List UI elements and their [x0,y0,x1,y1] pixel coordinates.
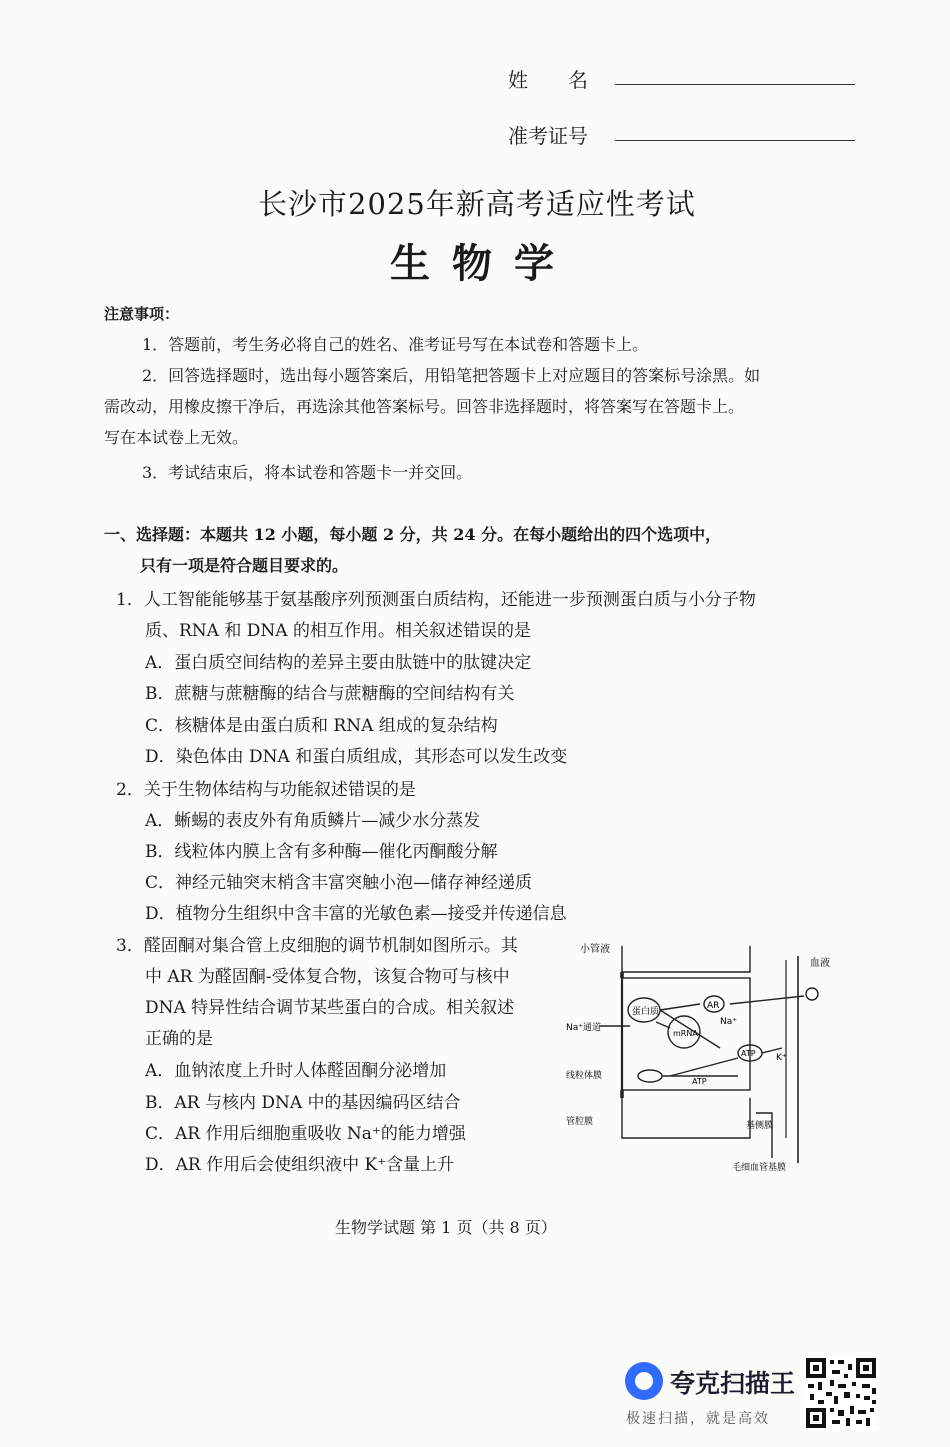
q3-stem-line2: 中 AR 为醛固酮-受体复合物，该复合物可与核中 [145,967,510,987]
q2-option-d: D．植物分生组织中含丰富的光敏色素—接受并传递信息 [145,904,567,924]
q2-option-a: A．蜥蜴的表皮外有角质鳞片—减少水分蒸发 [145,811,481,831]
watermark-brand: 夸克扫描王 [670,1369,796,1398]
q1-option-d: D．染色体由 DNA 和蛋白质组成，其形态可以发生改变 [145,747,568,767]
q2-option-b: B．线粒体内膜上含有多种酶—催化丙酮酸分解 [145,842,498,862]
diagram-label-atp-pump: ATP [741,1049,756,1058]
name-label: 姓 名 [508,68,588,92]
q1-stem-line1: 1．人工智能能够基于氨基酸序列预测蛋白质结构，还能进一步预测蛋白质与小分子物 [116,590,756,610]
id-label: 准考证号 [508,124,588,148]
diagram-label-mrna: mRNA [673,1029,698,1038]
watermark-slogan: 极速扫描，就是高效 [626,1411,770,1427]
notice-item-2-line2: 需改动，用橡皮擦干净后，再选涂其他答案标号。回答非选择题时，将答案写在答题卡上。 [104,397,745,416]
q3-option-c: C．AR 作用后细胞重吸收 Na⁺的能力增强 [145,1124,466,1144]
q3-stem-line1: 3．醛固酮对集合管上皮细胞的调节机制如图所示。其 [116,936,518,956]
diagram-label-tube-membrane: 管腔膜 [566,1117,594,1127]
subject-title: 生物学 [390,240,576,287]
exam-title: 长沙市2025年新高考适应性考试 [258,187,696,221]
notice-item-2-line1: 2．回答选择题时，选出每小题答案后，用铅笔把答题卡上对应题目的答案标号涂黑。如 [142,366,761,385]
diagram-label-na: Na⁺ [720,1017,737,1027]
id-field-line [615,140,855,141]
q3-option-a: A．血钠浓度上升时人体醛固酮分泌增加 [145,1061,447,1081]
section-heading-line2: 只有一项是符合题目要求的。 [140,556,349,575]
diagram-label-ar: AR [707,1001,720,1011]
q3-stem-line4: 正确的是 [145,1029,213,1049]
q1-stem-line2: 质、RNA 和 DNA 的相互作用。相关叙述错误的是 [145,621,531,641]
diagram-label-atp: ATP [692,1077,707,1086]
app-logo-icon [625,1362,663,1400]
q1-option-b: B．蔗糖与蔗糖酶的结合与蔗糖酶的空间结构有关 [145,684,515,704]
q2-option-c: C．神经元轴突末梢含丰富突触小泡—储存神经递质 [145,873,533,893]
section-heading-line1: 一、选择题：本题共 12 小题，每小题 2 分，共 24 分。在每小题给出的四个选项中， [104,525,722,544]
name-field-line [615,84,855,85]
diagram-label-basal-membrane: 基侧膜 [746,1121,774,1131]
q3-option-b: B．AR 与核内 DNA 中的基因编码区结合 [145,1093,461,1113]
diagram-label-k: K⁺ [776,1053,787,1063]
q2-stem: 2．关于生物体结构与功能叙述错误的是 [116,780,416,800]
diagram-label-na-channel: Na⁺通道 [566,1023,601,1033]
diagram-label-capillary: 毛细血管基膜 [732,1163,787,1173]
diagram-label-blood: 血液 [810,958,830,969]
q3-option-d: D．AR 作用后会使组织液中 K⁺含量上升 [145,1155,455,1175]
qr-code-icon [804,1356,878,1430]
notice-item-2-line3: 写在本试卷上无效。 [104,428,249,447]
q1-option-c: C．核糖体是由蛋白质和 RNA 组成的复杂结构 [145,716,498,736]
page-footer: 生物学试题 第 1 页（共 8 页） [335,1218,557,1237]
diagram-label-tubule-fluid: 小管液 [580,944,610,955]
diagram-label-protein: 蛋白质 [632,1007,660,1017]
notice-item-3: 3．考试结束后，将本试卷和答题卡一并交回。 [142,463,473,482]
notice-heading: 注意事项： [104,305,180,323]
diagram-label-mitochondria: 线粒体膜 [566,1071,603,1081]
q1-option-a: A．蛋白质空间结构的差异主要由肽链中的肽键决定 [145,653,532,673]
aldosterone-mechanism-diagram [560,938,850,1178]
notice-item-1: 1．答题前，考生务必将自己的姓名、准考证号写在本试卷和答题卡上。 [142,335,649,354]
q3-stem-line3: DNA 特异性结合调节某些蛋白的合成。相关叙述 [145,998,515,1018]
